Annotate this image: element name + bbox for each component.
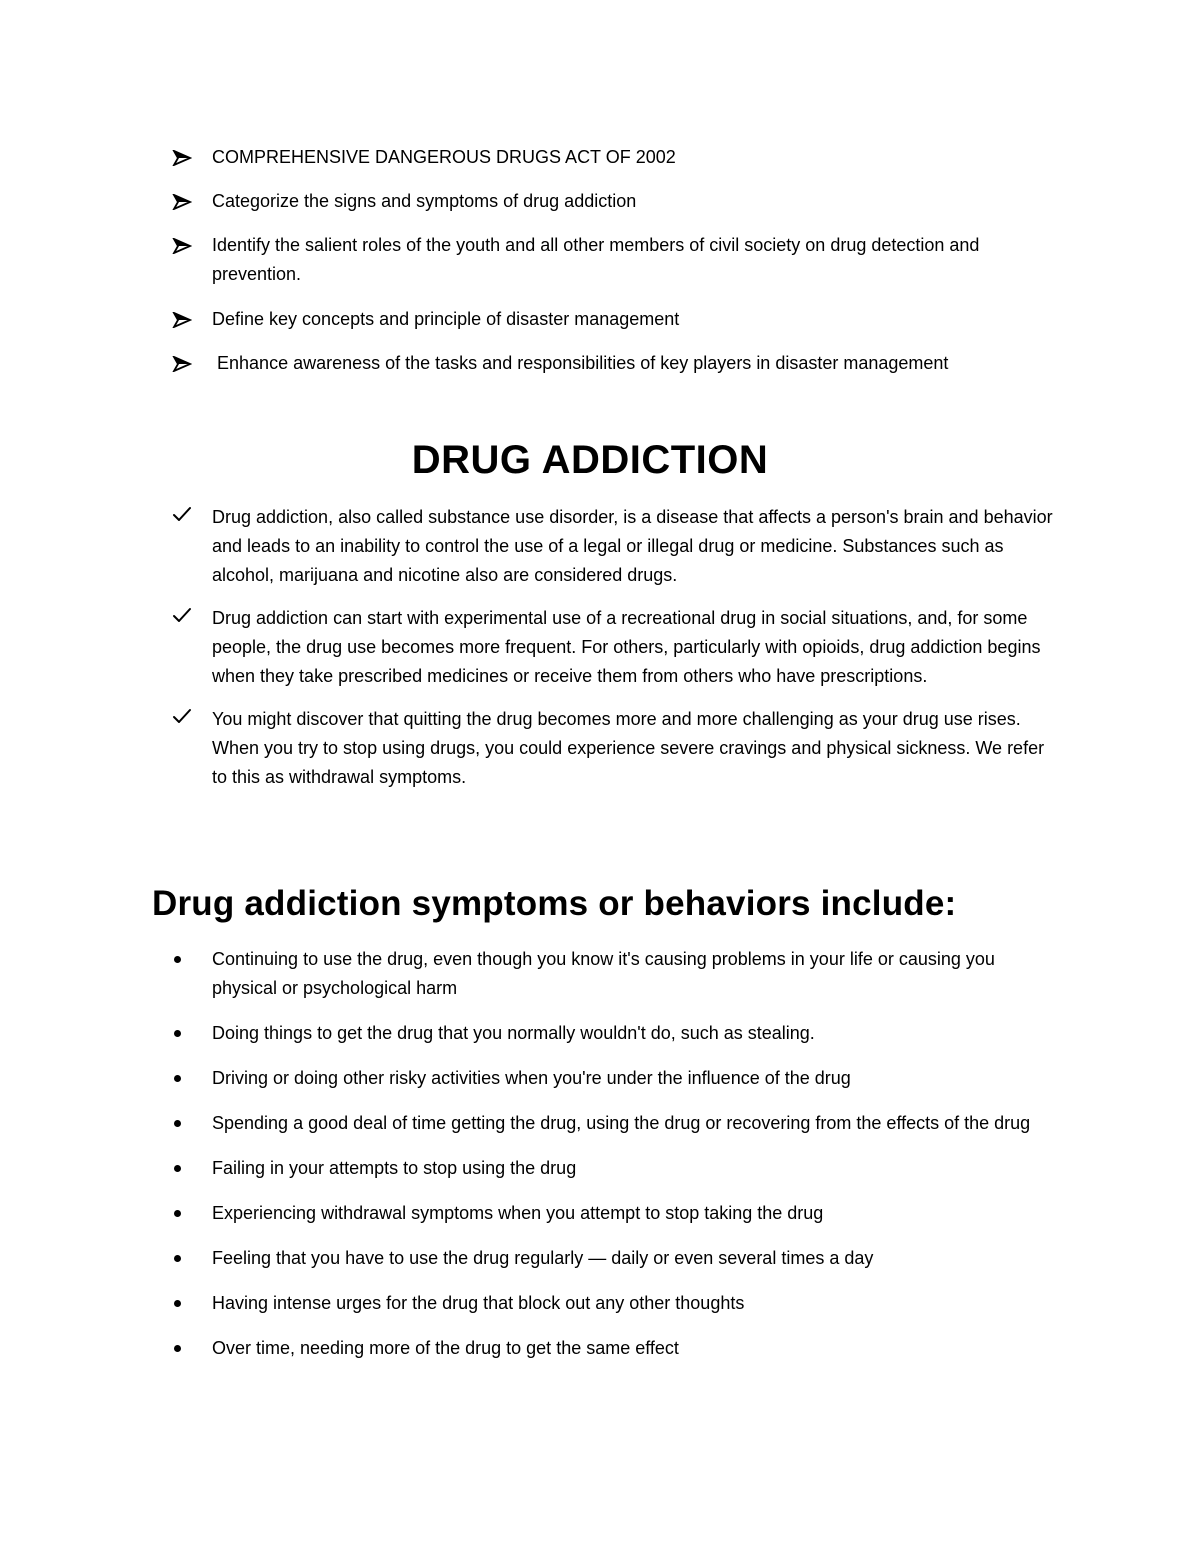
symptom-text: Doing things to get the drug that you normally wouldn't do, such as stealing.: [212, 1023, 815, 1043]
objectives-list: [0, 143, 1200, 393]
section-title: DRUG ADDICTION: [411, 438, 769, 482]
list-item: [0, 1199, 1200, 1228]
list-item: [0, 705, 1200, 792]
symptoms-heading: Drug addiction symptoms or behaviors include:: [152, 884, 957, 923]
list-item: [0, 349, 1200, 378]
dot-bullet-icon: [174, 1030, 181, 1037]
objective-text: COMPREHENSIVE DANGEROUS DRUGS ACT OF 2002: [212, 147, 676, 167]
dot-bullet-icon: [174, 1300, 181, 1307]
arrowhead-bullet-icon: [172, 143, 196, 172]
list-item: [0, 1109, 1200, 1138]
arrowhead-bullet-icon: [172, 187, 196, 216]
symptom-text: Failing in your attempts to stop using the drug: [212, 1158, 577, 1178]
dot-bullet-icon: [174, 1120, 181, 1127]
dot-bullet-icon: [174, 1165, 181, 1172]
list-item: [0, 1244, 1200, 1273]
list-item: [0, 187, 1200, 216]
paragraph-text: Drug addiction, also called substance use disorder, is a disease that affects a person's brain and behavior and leads to an inability to control the use of a legal or illegal drug or medicine. Substances such as alcohol, marijuana and nicotine also are considered drugs.: [212, 507, 1053, 585]
symptom-text: Spending a good deal of time getting the drug, using the drug or recovering from the effects of the drug: [212, 1113, 1031, 1133]
list-item: [0, 1334, 1200, 1363]
paragraph-text: Drug addiction can start with experimental use of a recreational drug in social situations, and, for some people, the drug use becomes more frequent. For others, particularly with opioids, drug addiction begins when they take prescribed medicines or receive them from others who have prescriptions.: [212, 608, 1041, 686]
list-item: [0, 1064, 1200, 1093]
list-item: [0, 143, 1200, 172]
list-item: [0, 231, 1200, 289]
symptoms-list: [0, 945, 1200, 1379]
objective-text: Enhance awareness of the tasks and responsibilities of key players in disaster management: [212, 353, 949, 373]
list-item: [0, 1019, 1200, 1048]
list-item: [0, 604, 1200, 691]
checkmark-bullet-icon: [172, 705, 196, 734]
symptom-text: Experiencing withdrawal symptoms when you attempt to stop taking the drug: [212, 1203, 824, 1223]
objective-text: Identify the salient roles of the youth and all other members of civil society on drug detection and prevention.: [212, 235, 980, 284]
dot-bullet-icon: [174, 1255, 181, 1262]
dot-bullet-icon: [174, 1075, 181, 1082]
paragraph-text: You might discover that quitting the drug becomes more and more challenging as your drug use rises. When you try to stop using drugs, you could experience severe cravings and physical sickness. We refer to this as withdrawal symptoms.: [212, 709, 1045, 787]
symptom-text: Driving or doing other risky activities when you're under the influence of the drug: [212, 1068, 851, 1088]
objective-text: Define key concepts and principle of disaster management: [212, 309, 680, 329]
symptom-text: Having intense urges for the drug that block out any other thoughts: [212, 1293, 745, 1313]
list-item: [0, 1289, 1200, 1318]
list-item: [0, 305, 1200, 334]
dot-bullet-icon: [174, 1345, 181, 1352]
drug-addiction-list: [0, 503, 1200, 806]
dot-bullet-icon: [174, 956, 181, 963]
checkmark-bullet-icon: [172, 503, 196, 532]
checkmark-bullet-icon: [172, 604, 196, 633]
arrowhead-bullet-icon: [172, 349, 196, 378]
list-item: [0, 503, 1200, 590]
list-item: [0, 945, 1200, 1003]
dot-bullet-icon: [174, 1210, 181, 1217]
symptom-text: Over time, needing more of the drug to get the same effect: [212, 1338, 679, 1358]
arrowhead-bullet-icon: [172, 231, 196, 260]
list-item: [0, 1154, 1200, 1183]
objective-text: Categorize the signs and symptoms of drug addiction: [212, 191, 637, 211]
symptom-text: Continuing to use the drug, even though you know it's causing problems in your life or causing you physical or psychological harm: [212, 949, 995, 998]
symptom-text: Feeling that you have to use the drug regularly — daily or even several times a day: [212, 1248, 874, 1268]
arrowhead-bullet-icon: [172, 305, 196, 334]
